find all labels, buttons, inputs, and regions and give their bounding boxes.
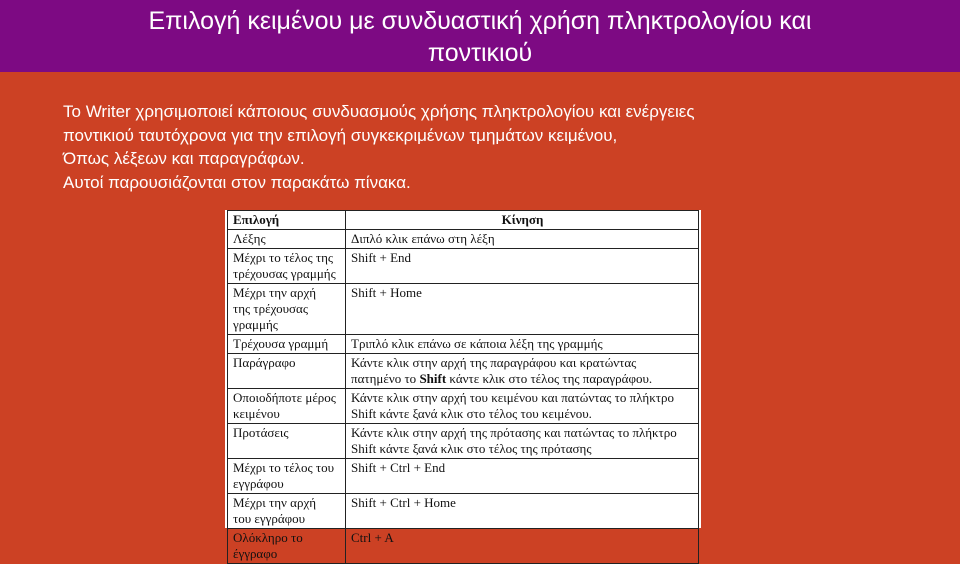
selection-cell bbox=[228, 249, 346, 284]
action-cell bbox=[346, 335, 699, 354]
shift-key-text: Shift bbox=[419, 371, 447, 386]
action-cell bbox=[346, 354, 699, 389]
selection-text: γραμμής bbox=[233, 317, 278, 332]
table-row bbox=[228, 494, 699, 529]
table-header-row bbox=[228, 211, 699, 230]
selection-text: έγγραφο bbox=[233, 546, 278, 561]
table-row bbox=[228, 249, 699, 284]
selection-text: της τρέχουσας bbox=[233, 301, 308, 316]
selection-cell bbox=[228, 494, 346, 529]
action-cell bbox=[346, 230, 699, 249]
action-text: Τριπλό κλικ επάνω σε κάποια λέξη της γραμμής bbox=[351, 336, 603, 351]
intro-line: Αυτοί παρουσιάζονται στον παρακάτω πίνακα. bbox=[63, 172, 411, 192]
selection-text: Λέξης bbox=[233, 231, 266, 246]
action-text: Κάντε κλικ στην αρχή της παραγράφου και κρατώντας bbox=[351, 355, 637, 370]
intro-text bbox=[63, 100, 943, 194]
selection-cell bbox=[228, 389, 346, 424]
action-text: Shift + End bbox=[351, 250, 412, 265]
action-cell bbox=[346, 529, 699, 564]
header-selection: Επιλογή bbox=[228, 211, 346, 230]
action-text: Shift κάντε ξανά κλικ στο τέλος του κειμένου. bbox=[351, 406, 592, 421]
selection-text: Μέχρι το τέλος της bbox=[233, 250, 334, 265]
title-line-2: ποντικιού bbox=[427, 39, 533, 67]
action-cell bbox=[346, 389, 699, 424]
selection-text: Παράγραφο bbox=[233, 355, 296, 370]
action-text: Shift κάντε ξανά κλικ στο τέλος της πρότασης bbox=[351, 441, 592, 456]
selection-cell bbox=[228, 424, 346, 459]
selection-text: εγγράφου bbox=[233, 476, 284, 491]
intro-line: ποντικιού ταυτόχρονα για την επιλογή συγκεκριμένων τμημάτων κειμένου, bbox=[63, 125, 618, 145]
title-line-1: Επιλογή κειμένου με συνδυαστική χρήση πληκτρολογίου και bbox=[148, 7, 812, 35]
selection-cell bbox=[228, 354, 346, 389]
selection-table bbox=[227, 210, 699, 564]
action-text: Διπλό κλικ επάνω στη λέξη bbox=[351, 231, 495, 246]
header-action: Κίνηση bbox=[346, 211, 699, 230]
selection-text: Ολόκληρο το bbox=[233, 530, 303, 545]
selection-text: Μέχρι την αρχή bbox=[233, 495, 317, 510]
selection-text: Οποιοδήποτε μέρος bbox=[233, 390, 336, 405]
intro-line: Όπως λέξεων και παραγράφων. bbox=[63, 149, 305, 168]
action-text: Κάντε κλικ στην αρχή της πρότασης και πατώντας το πλήκτρο bbox=[351, 425, 677, 440]
table-row bbox=[228, 284, 699, 335]
action-text: Ctrl + A bbox=[351, 530, 394, 545]
selection-text: Τρέχουσα γραμμή bbox=[233, 336, 329, 351]
selection-text: τρέχουσας γραμμής bbox=[233, 266, 336, 281]
slide-title bbox=[0, 0, 960, 72]
action-cell bbox=[346, 459, 699, 494]
action-cell bbox=[346, 494, 699, 529]
action-cell bbox=[346, 249, 699, 284]
table-row bbox=[228, 354, 699, 389]
action-text: πατημένο το Shift κάντε κλικ στο τέλος της παραγράφου. bbox=[351, 371, 653, 386]
selection-cell bbox=[228, 529, 346, 564]
selection-text: Προτάσεις bbox=[233, 425, 289, 440]
selection-text: κειμένου bbox=[233, 406, 280, 421]
selection-cell bbox=[228, 335, 346, 354]
selection-cell bbox=[228, 459, 346, 494]
action-text: Κάντε κλικ στην αρχή του κειμένου και πατώντας το πλήκτρο bbox=[351, 390, 674, 405]
intro-line: Το Writer χρησιμοποιεί κάποιους συνδυασμούς χρήσης πληκτρολογίου και ενέργειες bbox=[63, 102, 695, 121]
action-text: Shift + Home bbox=[351, 285, 422, 300]
selection-cell bbox=[228, 284, 346, 335]
action-text: Shift + Ctrl + Home bbox=[351, 495, 456, 510]
action-cell bbox=[346, 424, 699, 459]
selection-cell bbox=[228, 230, 346, 249]
table-row bbox=[228, 529, 699, 564]
selection-table-image bbox=[225, 210, 701, 561]
action-text: Shift + Ctrl + End bbox=[351, 460, 446, 475]
action-cell bbox=[346, 284, 699, 335]
table-row bbox=[228, 230, 699, 249]
table-row bbox=[228, 389, 699, 424]
table-row bbox=[228, 335, 699, 354]
table-body bbox=[228, 230, 699, 564]
table-row bbox=[228, 424, 699, 459]
table-row bbox=[228, 459, 699, 494]
selection-text: Μέχρι το τέλος του bbox=[233, 460, 335, 475]
selection-text: του εγγράφου bbox=[233, 511, 306, 526]
selection-text: Μέχρι την αρχή bbox=[233, 285, 317, 300]
